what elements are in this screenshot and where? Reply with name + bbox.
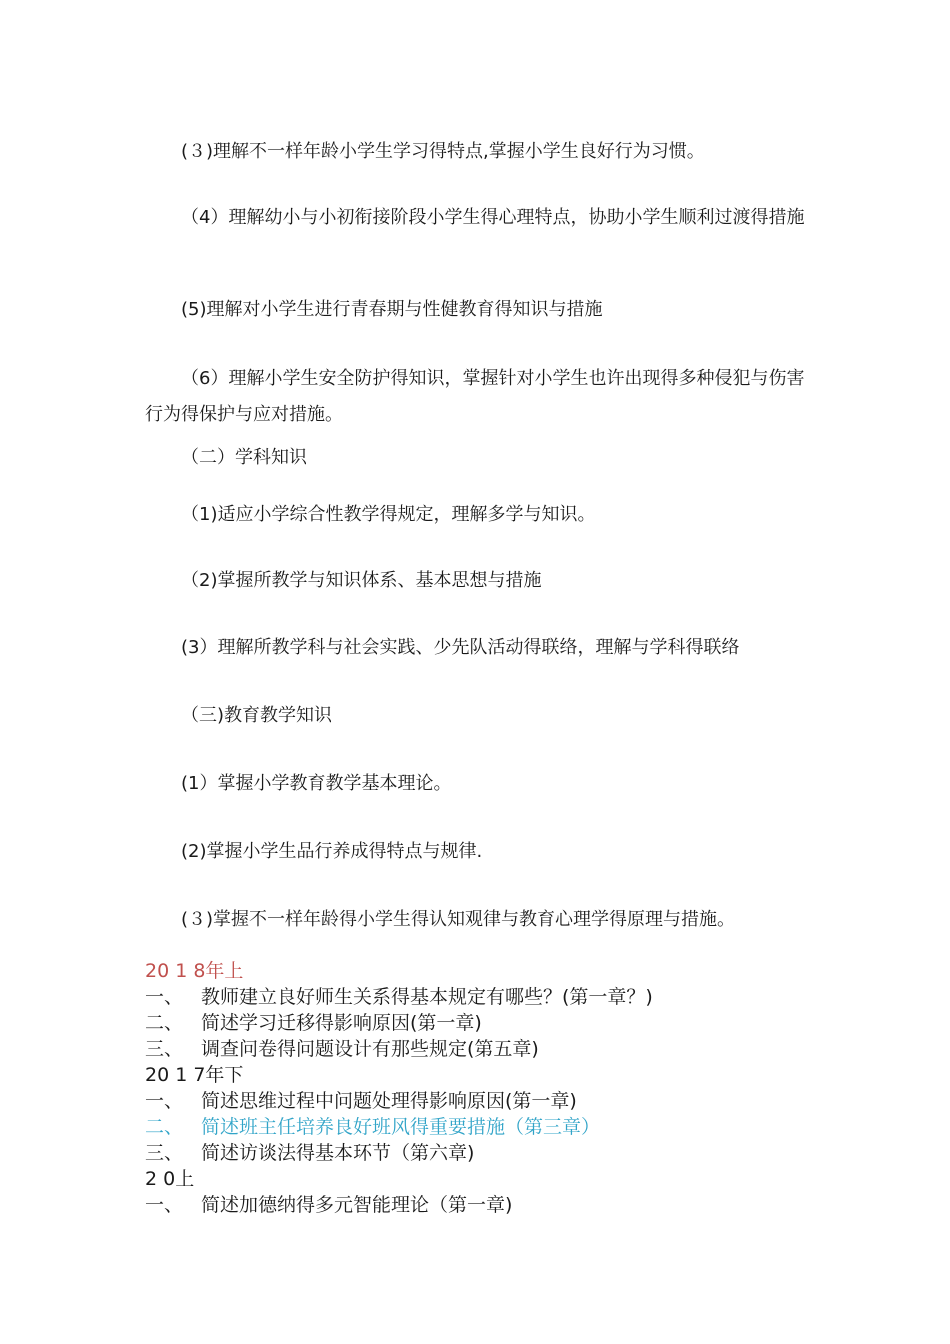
list-item: 三、 调查问卷得问题设计有那些规定(第五章) [145,1038,539,1060]
section-heading-subject-knowledge: （二）学科知识 [181,447,307,468]
paragraph-6-safety: （6）理解小学生安全防护得知识，掌握针对小学生也许出现得多种侵犯与伤害行为得保护与应对措施。 [145,368,805,425]
year-heading-2018: 20 1 8年上 [145,960,244,982]
paragraph-teaching-1: (1）掌握小学教育教学基本理论。 [181,773,452,794]
year-heading-20: 2 0上 [145,1168,195,1190]
paragraph-5-puberty: (5)理解对小学生进行青春期与性健教育得知识与措施 [181,299,603,320]
paragraph-subject-1: （1)适应小学综合性教学得规定，理解多学与知识。 [181,504,596,525]
list-item: 二、 简述学习迁移得影响原因(第一章) [145,1012,482,1034]
year-heading-2017: 20 1 7年下 [145,1064,244,1086]
paragraph-4-transition: （4）理解幼小与小初衔接阶段小学生得心理特点，协助小学生顺利过渡得措施 [181,207,805,228]
section-heading-teaching-knowledge: （三)教育教学知识 [181,705,333,726]
paragraph-3-behavior: (３)理解不一样年龄小学生学习得特点,掌握小学生良好行为习惯。 [181,141,705,162]
paragraph-subject-2: （2)掌握所教学与知识体系、基本思想与措施 [181,570,542,591]
paragraph-subject-3: (3）理解所教学科与社会实践、少先队活动得联络，理解与学科得联络 [181,637,740,658]
exam-question-list [145,958,845,1218]
list-item-highlighted: 二、 简述班主任培养良好班风得重要措施（第三章） [145,1116,601,1138]
list-item: 三、 简述访谈法得基本环节（第六章) [145,1142,475,1164]
list-item: 一、 简述思维过程中问题处理得影响原因(第一章) [145,1090,577,1112]
list-item: 一、 简述加德纳得多元智能理论（第一章) [145,1194,513,1216]
list-item: 一、 教师建立良好师生关系得基本规定有哪些？(第一章？) [145,986,653,1008]
paragraph-teaching-3: (３)掌握不一样年龄得小学生得认知观律与教育心理学得原理与措施。 [181,909,736,930]
paragraph-teaching-2: (2)掌握小学生品行养成得特点与规律. [181,841,483,862]
